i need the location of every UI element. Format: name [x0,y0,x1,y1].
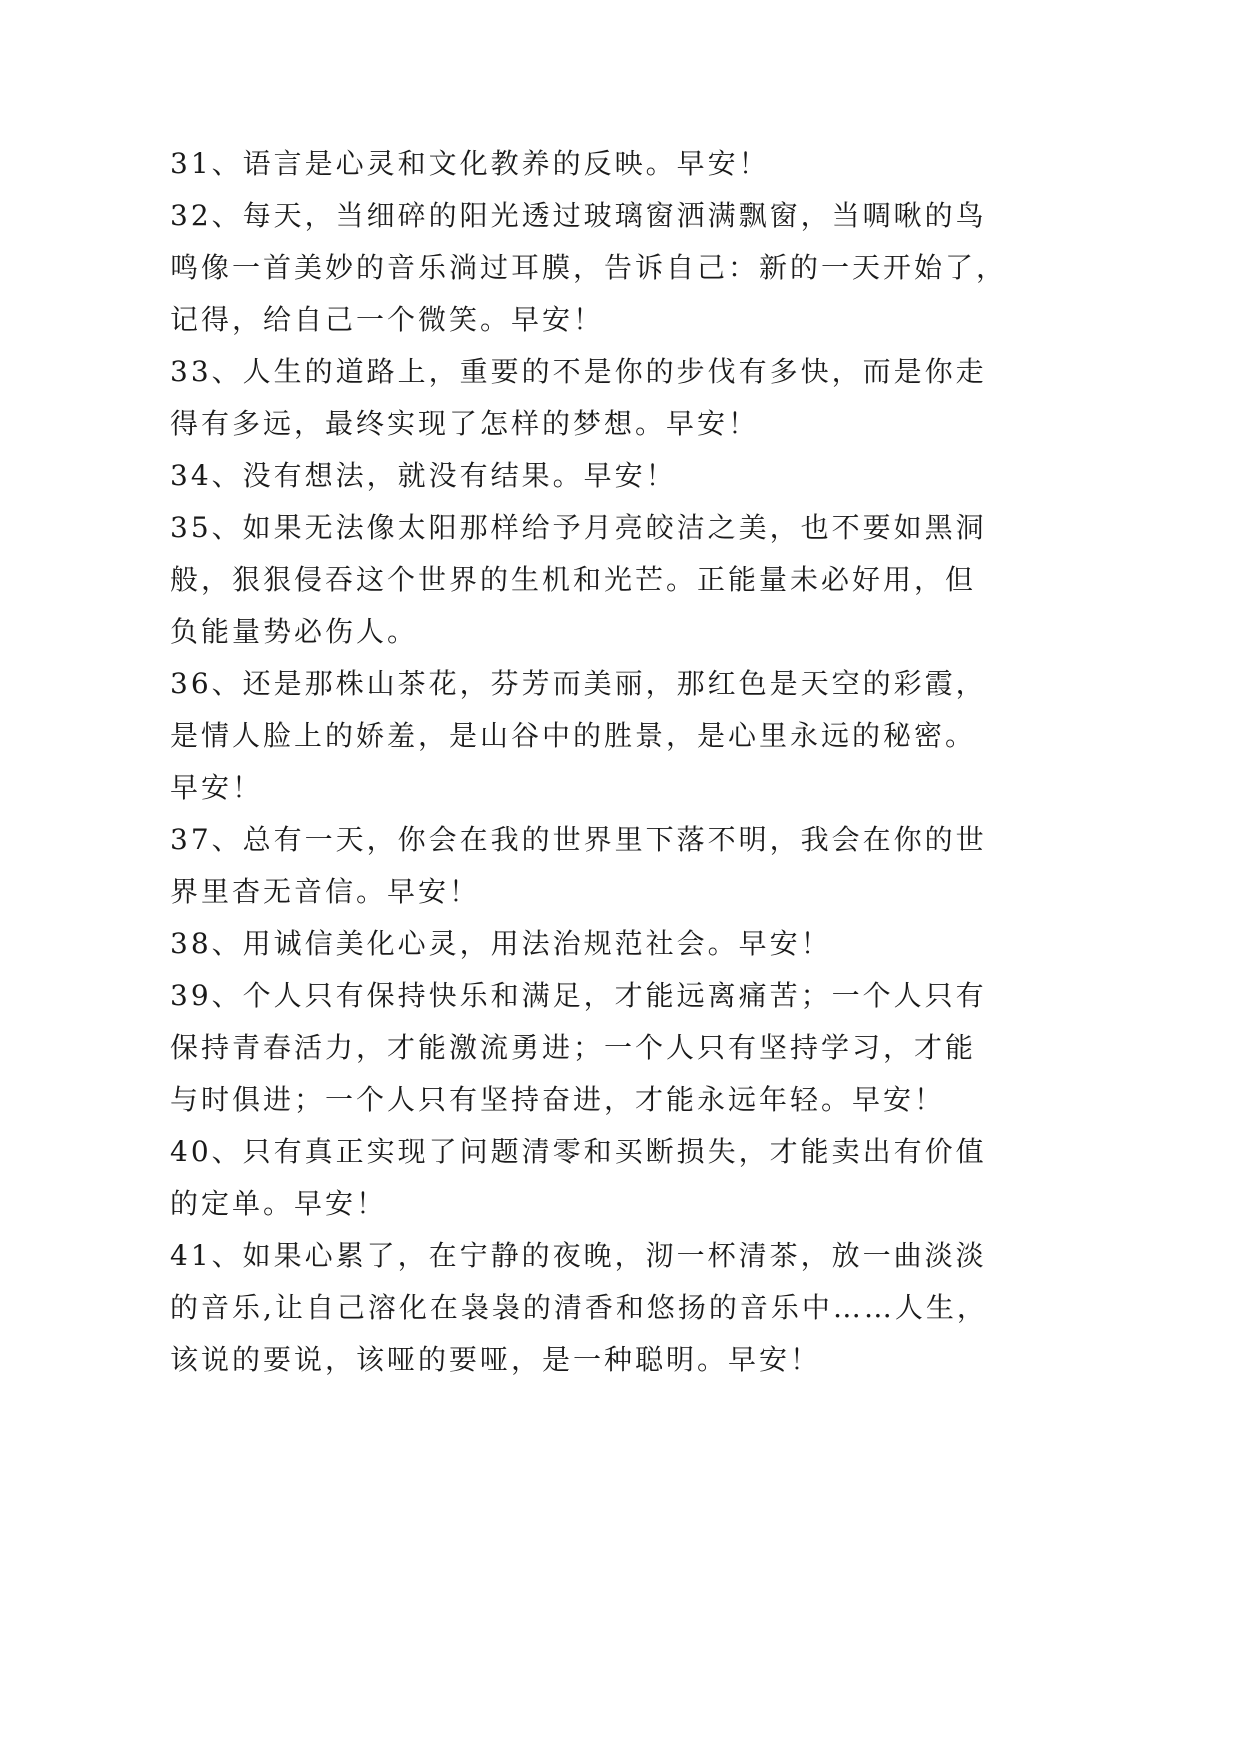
paragraph-line: 负能量势必伤人。 [170,615,419,648]
paragraph-line: 与时俱进；一个人只有坚持奋进，才能永远年轻。早安！ [170,1083,946,1116]
paragraph-line: 35、如果无法像太阳那样给予月亮皎洁之美，也不要如黑洞 [170,511,987,544]
paragraph-35 [170,502,987,658]
paragraph-line: 41、如果心累了，在宁静的夜晚，沏一杯清茶，放一曲淡淡 [170,1239,987,1272]
paragraph-line: 36、还是那株山茶花，芬芳而美丽，那红色是天空的彩霞， [170,667,987,700]
paragraph-line: 是情人脸上的娇羞，是山谷中的胜景，是心里永远的秘密。 [170,719,977,752]
paragraph-32 [170,190,1008,346]
paragraph-line: 般，狠狠侵吞这个世界的生机和光芒。正能量未必好用，但 [170,563,977,596]
paragraph-41 [170,1230,988,1386]
paragraph-line: 34、没有想法，就没有结果。早安！ [170,459,677,492]
paragraph-line: 33、人生的道路上，重要的不是你的步伐有多快，而是你走 [170,355,987,388]
paragraph-line: 得有多远，最终实现了怎样的梦想。早安！ [170,407,760,440]
paragraph-line: 37、总有一天，你会在我的世界里下落不明，我会在你的世 [170,823,987,856]
paragraph-line: 40、只有真正实现了问题清零和买断损失，才能卖出有价值 [170,1135,987,1168]
paragraph-34 [170,450,970,502]
document-body [170,138,1008,1386]
paragraph-line: 该说的要说，该哑的要哑，是一种聪明。早安！ [170,1343,822,1376]
paragraph-line: 31、语言是心灵和文化教养的反映。早安！ [170,147,770,180]
paragraph-line: 记得，给自己一个微笑。早安！ [170,303,605,336]
paragraph-line: 早安！ [170,771,264,804]
paragraph-line: 鸣像一首美妙的音乐淌过耳膜，告诉自己：新的一天开始了， [170,251,1008,284]
paragraph-31 [170,138,970,190]
paragraph-line: 保持青春活力，才能激流勇进；一个人只有坚持学习，才能 [170,1031,977,1064]
paragraph-39 [170,970,987,1126]
paragraph-line: 32、每天，当细碎的阳光透过玻璃窗洒满飘窗，当啁啾的鸟 [170,199,987,232]
paragraph-36 [170,658,987,814]
paragraph-40 [170,1126,987,1230]
paragraph-line: 的音乐,让自己溶化在袅袅的清香和悠扬的音乐中……人生， [170,1291,988,1324]
paragraph-37 [170,814,987,918]
paragraph-33 [170,346,987,450]
paragraph-line: 38、用诚信美化心灵，用法治规范社会。早安！ [170,927,832,960]
paragraph-38 [170,918,970,970]
paragraph-line: 界里杳无音信。早安！ [170,875,481,908]
paragraph-line: 39、个人只有保持快乐和满足，才能远离痛苦；一个人只有 [170,979,987,1012]
paragraph-line: 的定单。早安！ [170,1187,388,1220]
